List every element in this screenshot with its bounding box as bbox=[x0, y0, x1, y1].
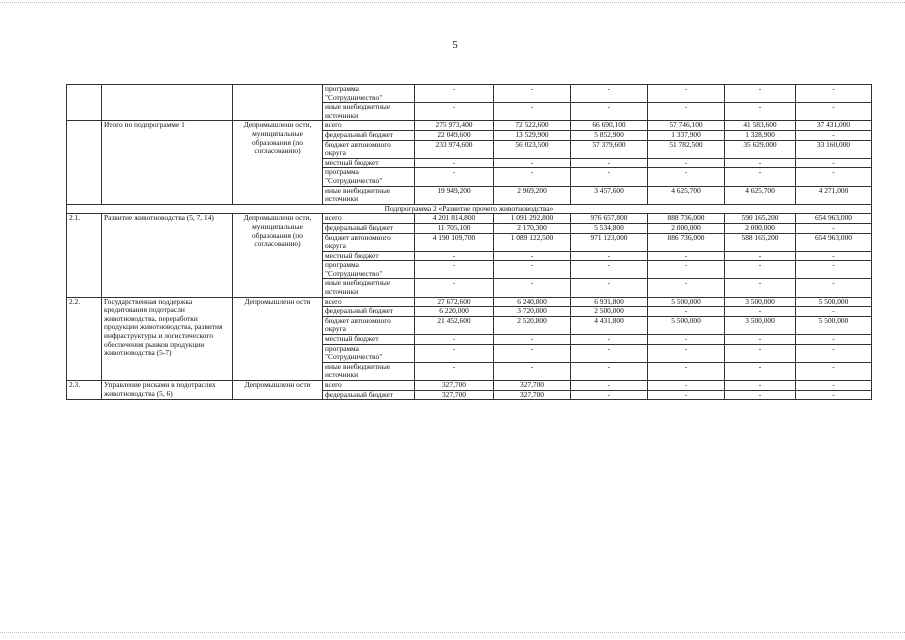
value-cell: - bbox=[648, 362, 725, 380]
value-cell: 4 431,800 bbox=[571, 316, 648, 334]
scan-edge-top bbox=[0, 2, 905, 3]
value-cell: - bbox=[648, 158, 725, 168]
value-cell: - bbox=[725, 335, 796, 345]
page-number: 5 bbox=[452, 39, 458, 51]
value-cell: 2 000,000 bbox=[725, 223, 796, 233]
value-cell: - bbox=[796, 223, 872, 233]
value-cell: - bbox=[725, 103, 796, 121]
value-cell: - bbox=[796, 103, 872, 121]
value-cell: 3 500,000 bbox=[725, 297, 796, 307]
value-cell: - bbox=[494, 158, 571, 168]
value-cell: - bbox=[571, 158, 648, 168]
value-cell: - bbox=[648, 344, 725, 362]
value-cell: - bbox=[796, 85, 872, 103]
item-name-cell: Государственная поддержка кредитования подотрасли животноводства, переработки продукции животноводства, развития инфраструктуры и логистического обеспечения рынков продукции животноводства (5-7) bbox=[102, 297, 233, 380]
value-cell: 5 500,000 bbox=[796, 297, 872, 307]
value-cell: 27 672,600 bbox=[415, 297, 494, 307]
value-cell: - bbox=[494, 362, 571, 380]
funding-source-cell: местный бюджет bbox=[323, 158, 415, 168]
funding-source-cell: программа "Сотрудничество" bbox=[323, 168, 415, 186]
value-cell: 971 123,000 bbox=[571, 233, 648, 251]
value-cell: 5 534,800 bbox=[571, 223, 648, 233]
value-cell: - bbox=[494, 335, 571, 345]
value-cell: - bbox=[796, 261, 872, 279]
funding-source-cell: программа "Сотрудничество" bbox=[323, 85, 415, 103]
value-cell: 4 625,700 bbox=[648, 186, 725, 204]
value-cell: - bbox=[571, 390, 648, 400]
value-cell: 588 165,200 bbox=[725, 233, 796, 251]
value-cell: 37 431,000 bbox=[796, 121, 872, 131]
value-cell: 5 500,000 bbox=[648, 316, 725, 334]
value-cell: 6 931,800 bbox=[571, 297, 648, 307]
value-cell: - bbox=[648, 103, 725, 121]
table-row bbox=[67, 85, 872, 103]
value-cell: 327,700 bbox=[494, 390, 571, 400]
item-name-cell: Управление рисками в подотраслях животноводства (5, 6) bbox=[102, 381, 233, 400]
value-cell: - bbox=[494, 261, 571, 279]
funding-source-cell: местный бюджет bbox=[323, 251, 415, 261]
value-cell: 57 379,600 bbox=[571, 140, 648, 158]
value-cell: - bbox=[648, 279, 725, 297]
value-cell: 1 091 292,800 bbox=[494, 214, 571, 224]
value-cell: - bbox=[415, 279, 494, 297]
funding-source-cell: всего bbox=[323, 297, 415, 307]
value-cell: - bbox=[571, 85, 648, 103]
value-cell: - bbox=[725, 279, 796, 297]
item-name-cell: Итого по подпрограмме 1 bbox=[102, 121, 233, 204]
funding-source-cell: иные внебюджетные источники bbox=[323, 279, 415, 297]
value-cell: - bbox=[796, 362, 872, 380]
value-cell: - bbox=[494, 85, 571, 103]
value-cell: - bbox=[494, 279, 571, 297]
scan-edge-bottom bbox=[0, 632, 905, 633]
subprogram-header-row bbox=[67, 204, 872, 214]
subprogram-title: Подпрограмма 2 «Развитие прочего животноводства» bbox=[67, 204, 872, 214]
value-cell: 4 190 109,700 bbox=[415, 233, 494, 251]
value-cell: 4 201 814,800 bbox=[415, 214, 494, 224]
value-cell: - bbox=[571, 103, 648, 121]
value-cell: - bbox=[571, 362, 648, 380]
funding-source-cell: иные внебюджетные источники bbox=[323, 103, 415, 121]
item-number-cell: 2.3. bbox=[67, 381, 102, 400]
value-cell: - bbox=[648, 307, 725, 317]
value-cell: 6 220,000 bbox=[415, 307, 494, 317]
value-cell: 654 963,000 bbox=[796, 214, 872, 224]
value-cell: 11 705,100 bbox=[415, 223, 494, 233]
funding-source-cell: бюджет автономного округа bbox=[323, 233, 415, 251]
funding-source-cell: программа "Сотрудничество" bbox=[323, 261, 415, 279]
funding-source-cell: программа "Сотрудничество" bbox=[323, 344, 415, 362]
value-cell: - bbox=[725, 344, 796, 362]
value-cell: - bbox=[571, 335, 648, 345]
value-cell: 2 000,000 bbox=[648, 223, 725, 233]
value-cell: - bbox=[571, 168, 648, 186]
value-cell: - bbox=[494, 168, 571, 186]
value-cell: 72 522,600 bbox=[494, 121, 571, 131]
value-cell: - bbox=[648, 168, 725, 186]
value-cell: 590 165,200 bbox=[725, 214, 796, 224]
value-cell: 66 690,100 bbox=[571, 121, 648, 131]
value-cell: 51 782,500 bbox=[648, 140, 725, 158]
value-cell: - bbox=[725, 251, 796, 261]
item-number-cell: 2.2. bbox=[67, 297, 102, 380]
executor-cell: Депромышленн ости, муниципальные образования (по согласованию) bbox=[233, 214, 323, 297]
funding-source-cell: бюджет автономного округа bbox=[323, 140, 415, 158]
value-cell: 3 720,000 bbox=[494, 307, 571, 317]
value-cell: 4 625,700 bbox=[725, 186, 796, 204]
value-cell: - bbox=[725, 381, 796, 391]
value-cell: - bbox=[796, 158, 872, 168]
value-cell: - bbox=[725, 158, 796, 168]
table-row bbox=[67, 121, 872, 131]
value-cell: - bbox=[571, 261, 648, 279]
value-cell: - bbox=[796, 335, 872, 345]
value-cell: - bbox=[725, 85, 796, 103]
value-cell: - bbox=[415, 168, 494, 186]
value-cell: - bbox=[648, 335, 725, 345]
value-cell: 22 049,600 bbox=[415, 130, 494, 140]
funding-source-cell: всего bbox=[323, 381, 415, 391]
value-cell: - bbox=[571, 251, 648, 261]
value-cell: 35 629,000 bbox=[725, 140, 796, 158]
value-cell: - bbox=[415, 261, 494, 279]
value-cell: 2 520,800 bbox=[494, 316, 571, 334]
value-cell: - bbox=[725, 261, 796, 279]
funding-source-cell: федеральный бюджет bbox=[323, 223, 415, 233]
item-name-cell bbox=[102, 85, 233, 121]
value-cell: 5 500,000 bbox=[796, 316, 872, 334]
value-cell: - bbox=[494, 103, 571, 121]
value-cell: 5 852,900 bbox=[571, 130, 648, 140]
table-row bbox=[67, 214, 872, 224]
value-cell: - bbox=[796, 390, 872, 400]
funding-source-cell: федеральный бюджет bbox=[323, 130, 415, 140]
value-cell: 33 160,000 bbox=[796, 140, 872, 158]
value-cell: 976 657,800 bbox=[571, 214, 648, 224]
item-number-cell bbox=[67, 85, 102, 121]
value-cell: - bbox=[571, 344, 648, 362]
value-cell: 1 328,900 bbox=[725, 130, 796, 140]
value-cell: 3 457,600 bbox=[571, 186, 648, 204]
value-cell: 233 974,600 bbox=[415, 140, 494, 158]
value-cell: - bbox=[648, 381, 725, 391]
value-cell: 327,700 bbox=[415, 390, 494, 400]
value-cell: - bbox=[415, 251, 494, 261]
budget-table bbox=[66, 84, 872, 400]
value-cell: 327,700 bbox=[494, 381, 571, 391]
value-cell: - bbox=[796, 344, 872, 362]
value-cell: - bbox=[415, 335, 494, 345]
value-cell: - bbox=[494, 251, 571, 261]
value-cell: - bbox=[415, 362, 494, 380]
value-cell: 21 452,600 bbox=[415, 316, 494, 334]
funding-source-cell: всего bbox=[323, 121, 415, 131]
item-number-cell: 2.1. bbox=[67, 214, 102, 297]
value-cell: 654 963,000 bbox=[796, 233, 872, 251]
funding-source-cell: бюджет автономного округа bbox=[323, 316, 415, 334]
value-cell: - bbox=[648, 261, 725, 279]
value-cell: 56 023,500 bbox=[494, 140, 571, 158]
item-number-cell bbox=[67, 121, 102, 204]
value-cell: - bbox=[648, 251, 725, 261]
value-cell: 1 089 122,500 bbox=[494, 233, 571, 251]
value-cell: - bbox=[725, 390, 796, 400]
value-cell: 3 500,000 bbox=[725, 316, 796, 334]
funding-source-cell: федеральный бюджет bbox=[323, 307, 415, 317]
value-cell: 57 746,100 bbox=[648, 121, 725, 131]
value-cell: 2 500,000 bbox=[571, 307, 648, 317]
value-cell: - bbox=[796, 279, 872, 297]
executor-cell: Депромышленн ости bbox=[233, 381, 323, 400]
value-cell: 5 500,000 bbox=[648, 297, 725, 307]
table-row bbox=[67, 297, 872, 307]
value-cell: 19 949,200 bbox=[415, 186, 494, 204]
value-cell: - bbox=[494, 344, 571, 362]
value-cell: 886 736,000 bbox=[648, 233, 725, 251]
value-cell: - bbox=[796, 381, 872, 391]
value-cell: - bbox=[415, 158, 494, 168]
funding-source-cell: иные внебюджетные источники bbox=[323, 362, 415, 380]
table-row bbox=[67, 381, 872, 391]
value-cell: - bbox=[725, 307, 796, 317]
value-cell: - bbox=[796, 130, 872, 140]
value-cell: 4 271,000 bbox=[796, 186, 872, 204]
funding-source-cell: иные внебюджетные источники bbox=[323, 186, 415, 204]
funding-source-cell: всего bbox=[323, 214, 415, 224]
value-cell: 275 973,400 bbox=[415, 121, 494, 131]
value-cell: 13 529,900 bbox=[494, 130, 571, 140]
value-cell: - bbox=[796, 168, 872, 186]
value-cell: - bbox=[796, 251, 872, 261]
value-cell: - bbox=[796, 307, 872, 317]
value-cell: - bbox=[571, 279, 648, 297]
value-cell: - bbox=[415, 103, 494, 121]
value-cell: 888 736,000 bbox=[648, 214, 725, 224]
value-cell: 2 969,200 bbox=[494, 186, 571, 204]
value-cell: - bbox=[415, 85, 494, 103]
value-cell: - bbox=[415, 344, 494, 362]
executor-cell bbox=[233, 85, 323, 121]
executor-cell: Депромышленн ости bbox=[233, 297, 323, 380]
executor-cell: Депромышленн ости, муниципальные образования (по согласованию) bbox=[233, 121, 323, 204]
value-cell: 1 337,900 bbox=[648, 130, 725, 140]
funding-source-cell: федеральный бюджет bbox=[323, 390, 415, 400]
value-cell: - bbox=[725, 362, 796, 380]
value-cell: 327,700 bbox=[415, 381, 494, 391]
value-cell: - bbox=[648, 390, 725, 400]
value-cell: - bbox=[725, 168, 796, 186]
value-cell: 2 170,300 bbox=[494, 223, 571, 233]
funding-source-cell: местный бюджет bbox=[323, 335, 415, 345]
value-cell: - bbox=[648, 85, 725, 103]
value-cell: - bbox=[571, 381, 648, 391]
item-name-cell: Развитие животноводства (5, 7, 14) bbox=[102, 214, 233, 297]
value-cell: 41 583,600 bbox=[725, 121, 796, 131]
value-cell: 6 240,800 bbox=[494, 297, 571, 307]
